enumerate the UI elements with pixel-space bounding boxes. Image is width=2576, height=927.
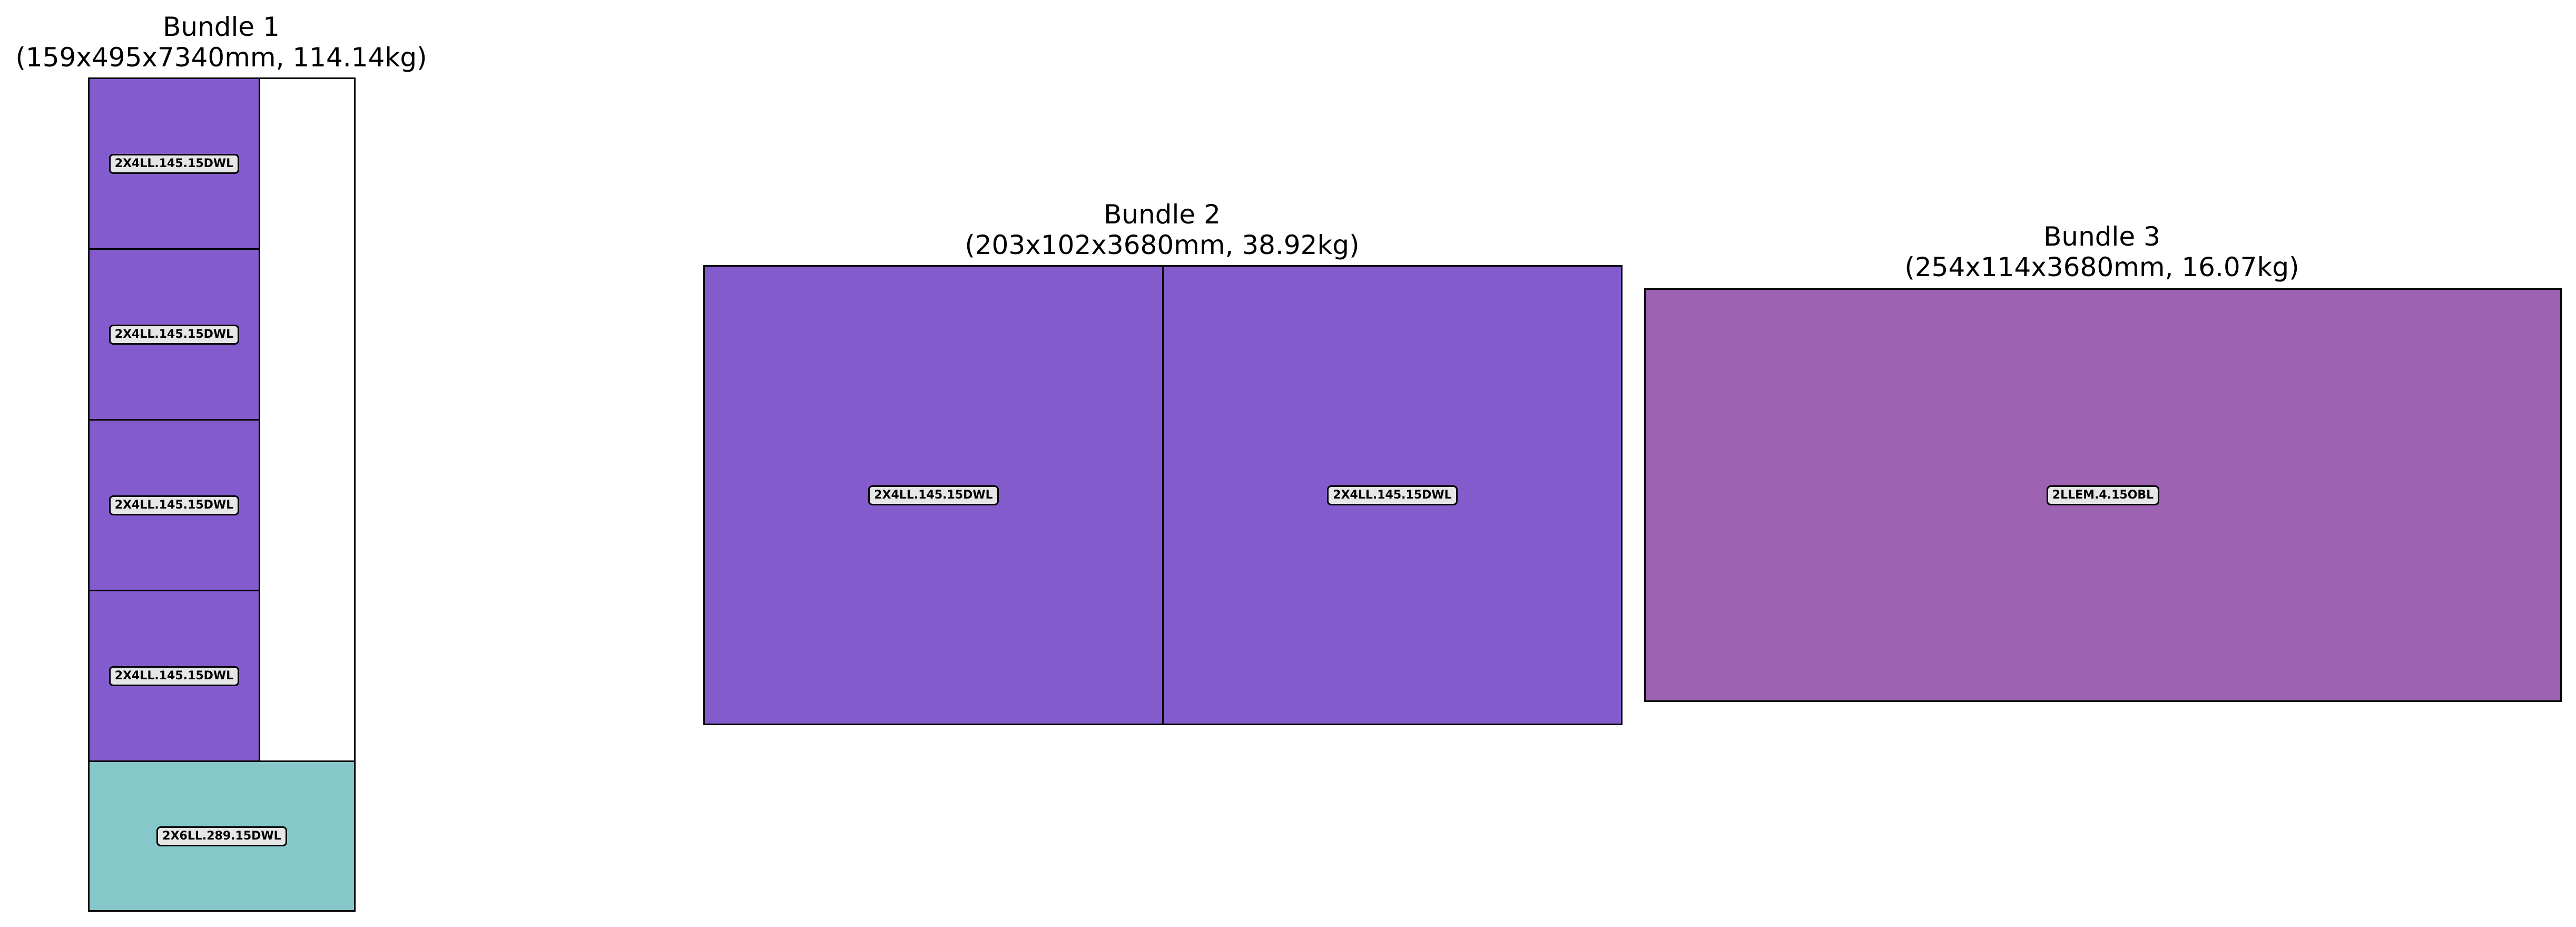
piece-label: 2X4LL.145.15DWL [109, 325, 239, 345]
bundle-2-title [741, 199, 1584, 260]
bundle-3-name: Bundle 3 [2043, 221, 2160, 252]
bundle-3-dims: (254x114x3680mm, 16.07kg) [1904, 252, 2299, 282]
bundle-3-piece-1 [1644, 288, 2562, 702]
piece-label: 2X6LL.289.15DWL [156, 826, 287, 846]
bundle-3-title [1680, 221, 2523, 282]
bundle-1-piece-1 [88, 77, 260, 250]
bundle-1-title [0, 12, 443, 73]
bundle-1-piece-2 [88, 248, 260, 421]
bundle-1-piece-4 [88, 590, 260, 762]
piece-label: 2X4LL.145.15DWL [109, 666, 239, 686]
piece-label: 2LLEM.4.15OBL [2047, 485, 2159, 505]
piece-label: 2X4LL.145.15DWL [109, 154, 239, 174]
bundle-2-dims: (203x102x3680mm, 38.92kg) [965, 230, 1360, 260]
bundle-1-piece-3 [88, 419, 260, 591]
bundle-2-name: Bundle 2 [1104, 199, 1221, 230]
bundle-1-piece-5 [88, 760, 356, 912]
piece-label: 2X4LL.145.15DWL [109, 495, 239, 515]
bundle-2-piece-2 [1162, 265, 1623, 725]
bundle-1-dims: (159x495x7340mm, 114.14kg) [15, 42, 427, 73]
piece-label: 2X4LL.145.15DWL [1327, 485, 1457, 505]
bundle-1-name: Bundle 1 [163, 12, 280, 42]
piece-label: 2X4LL.145.15DWL [868, 485, 998, 505]
bundle-2-piece-1 [703, 265, 1164, 725]
